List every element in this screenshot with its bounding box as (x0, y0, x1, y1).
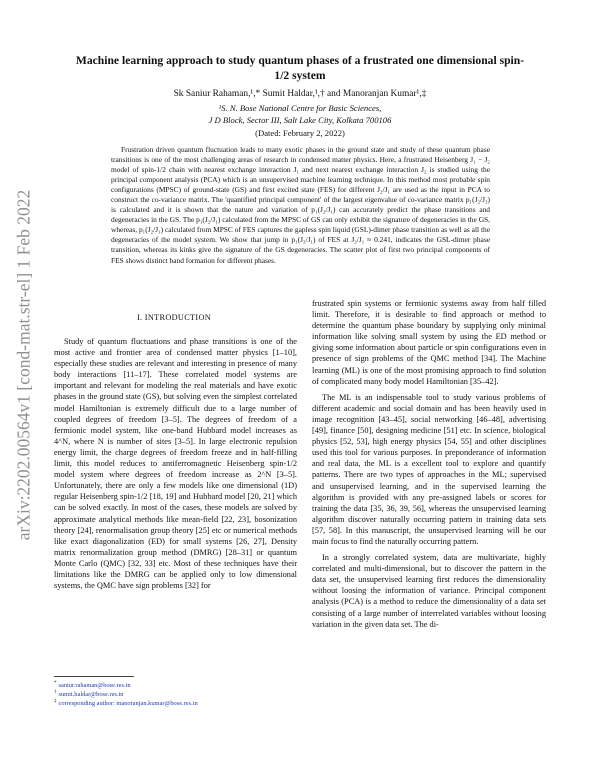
affiliation-line-2: J D Block, Sector III, Salt Lake City, Kolkata 700106 (208, 114, 392, 125)
date-line: (Dated: February 2, 2022) (255, 128, 345, 138)
footnote-2-email-link[interactable]: sumit.haldar@bose.res.in (58, 691, 124, 699)
footnote-rule (54, 676, 134, 677)
footnote-2 (54, 690, 297, 699)
affiliation (70, 103, 530, 126)
footnote-3 (54, 699, 297, 708)
author-list: Sk Saniur Rahaman,¹,* Sumit Haldar,¹,† and Manoranjan Kumar¹,‡ (173, 89, 427, 99)
footnote-3-email-link[interactable]: corresponding author: manoranjan.kumar@bose.res.in (58, 700, 198, 708)
right-column (312, 298, 546, 630)
intro-paragraph-4: In a strongly correlated system, data are multivariate, highly correlated and multi-dimensional, but to discover the pattern in the data set, the unsupervised learning first reduces the dimensionality without loosing the information of variance. Principal component analysis (PCA) is a method to reduce the dimensionality of a data set consisting of a large number of interrelated variables without loosing variation in the given data set. The di- (312, 553, 546, 629)
intro-paragraph-2: frustrated spin systems or fermionic systems away from half filled limit. Therefore, it is desirable to find approach or method to determine the quantum phase boundary by supplying only minimal information like solving small system by using the ED method or giving some information about particle or spin configurations even in presence of sign problems of the QMC method [34]. The Machine learning (ML) is one of the most promising approach to find solution of complicated many body model Hamiltonian [35–42]. (312, 299, 546, 386)
paper-title: Machine learning approach to study quantum phases of a frustrated one dimensional spin-1/2 system (75, 54, 525, 82)
affiliation-line-1: ¹S. N. Bose National Centre for Basic Sciences, (218, 103, 382, 113)
intro-paragraph-1: Study of quantum fluctuations and phase transitions is one of the most active and frontier area of condensed matter physics [1–10], especially these studies are relevant and interesting in presence of many body interactions [11–17]. These correlated model systems are important and relevant for modeling the real materials and have exotic phases in the ground state (GS), but solving even the simplest correlated model Hamiltonian is extremely difficult due to a large number of coupled degrees of freedom [3–5]. The degrees of freedom of a fermionic model system, like one-band Hubbard model increases as 4^N, where N is number of sites [3–5]. In large electronic repulsion energy limit, the charge degrees of freedom freeze and in half-filling limit, this model reduces to antiferromagnetic Heisenberg spin-1/2 model system where degrees of freedom increase as 2^N [3–5]. Unfortunately, there are only a few models like one dimensional (1D) regular Heisenberg spin-1/2 [18, 19] and Hubbard model [20, 21] which can be solved exactly. In most of the cases, these models are solved by approximate analytical methods like mean-field [22, 23], bosonization theory [24], renormalisation group theory [25] etc or numerical methods like exact diagonalization (ED) for small systems [26, 27], Density matrix renormalization group method (DMRG) [28–31] or quantum Monte Carlo (QMC) [32, 33] etc. Most of these techniques have their limitations like the DMRG can be applied only to low dimensional systems, the QMC have sign problems [32] for (54, 337, 297, 591)
intro-paragraph-3: The ML is an indispensable tool to study various problems of different academic and social domain and has been heavily used in image recognition [43–45], social networking [46–48], advertising [49], finance [50], designing medicine [51] etc. In science, biological physics [52, 53], high energy physics [54, 55] and other disciplines used this tool for various purposes. In preponderance of information and real data, the ML is a excellent tool to explore and quantify patterns. There are two types of approaches in the ML; supervised and unsupervised learning, and in the supervised learning the algorithm is provided with any pre-assigned labels or scores for training the data [35, 36, 39, 56], whereas the unsupervised learning algorithm discover naturally occurring pattern in training data sets [57, 58]. In this manuscript, the unsupervised learning will be our main focus to find the naturally occurring pattern. (312, 392, 546, 546)
footnotes (54, 681, 297, 709)
abstract: Frustration driven quantum fluctuation leads to many exotic phases in the ground state and study of these quantum phase transitions is one of the most challenging areas of research in condensed matter physics. Here, a frustrated Heisenberg J₁ − J₂ model of spin-1/2 chain with nearest exchange interaction J₁ and next nearest exchange interaction J₂ is studied using the principal component analysis (PCA) which is an unsupervised machine learning technique. In this method most probable spin configurations (MPSC) of ground-state (GS) and first excited state (FES) for different J₂/J₁ are used as the input in PCA to construct the co-variance matrix. The 'quantified principal component' of the largest eigenvalue of co-variance matrix p₁(J₂/J₁) is calculated and it is shown that the nature and variation of p₁(J₂/J₁) can accurately predict the phase transitions and degeneracies in the GS. The p₁(J₂/J₁) calculated from the MPSC of GS can only exhibit the signature of degeneracies in the GS, whereas, p₁(J₂/J₁) calculated from MPSC of FES captures the gapless spin liquid (GSL)-dimer phase transition as well as all the degeneracies of the model system. We show that jump in p₁(J₂/J₁) of FES at J₂/J₁ ≈ 0.241, indicates the GSL-dimer phase transition, whereas its kinks give the signature of the GS degeneracies. The scatter plot of first two principal components of FES shows distinct band formation for different phases. (111, 145, 490, 265)
section-heading-introduction: I. INTRODUCTION (136, 313, 212, 322)
footnote-1-email-link[interactable]: saniur.rahaman@bose.res.in (58, 682, 131, 689)
footnote-1 (54, 681, 297, 690)
footnote-2-mark: † (54, 690, 57, 696)
arxiv-stamp-text: arXiv:2202.00564v1 [cond-mat.str-el] 1 Feb 2022 (13, 189, 34, 541)
arxiv-stamp (2, 150, 46, 580)
footnote-3-mark: ‡ (54, 699, 57, 705)
left-column (54, 336, 297, 591)
footnote-1-mark: * (54, 680, 57, 686)
